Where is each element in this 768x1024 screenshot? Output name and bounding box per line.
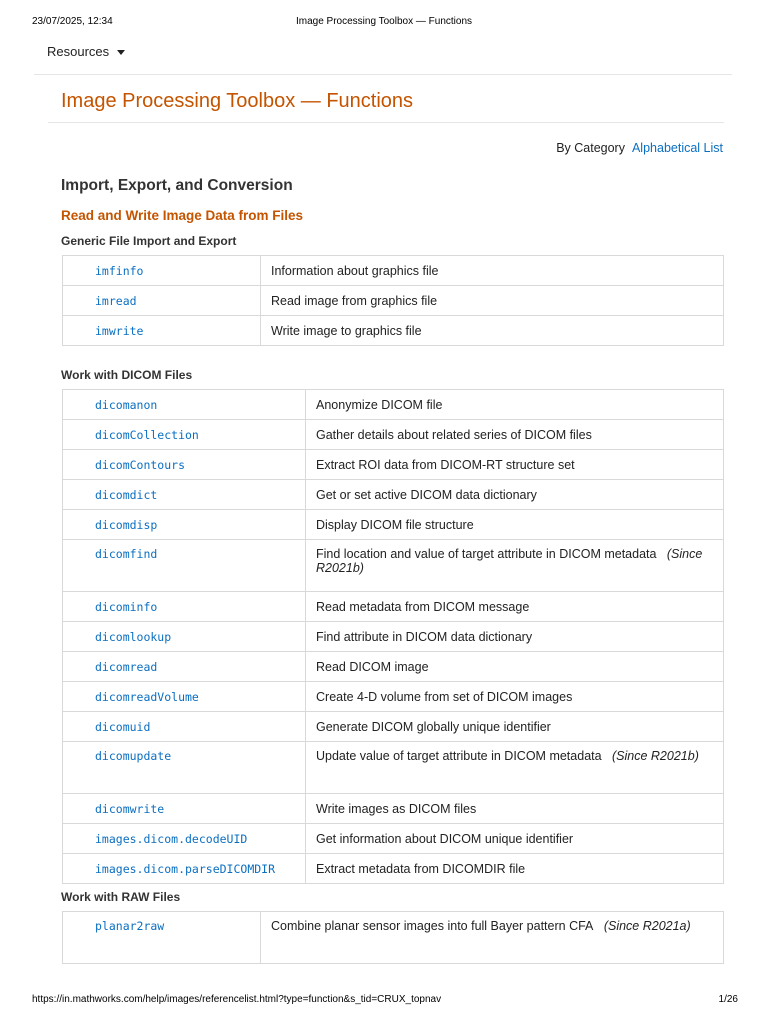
function-name-link[interactable]: dicomuid: [63, 712, 306, 742]
function-description-cell: [306, 390, 724, 420]
function-table-generic: [62, 255, 724, 346]
function-name-link[interactable]: dicomwrite: [63, 794, 306, 824]
print-datetime: 23/07/2025, 12:34: [32, 16, 113, 27]
table-row: [63, 420, 724, 450]
function-name-link[interactable]: imread: [63, 286, 261, 316]
group-heading-raw: Work with RAW Files: [61, 890, 181, 904]
table-row: [63, 622, 724, 652]
table-row: [63, 540, 724, 592]
resources-menu[interactable]: [47, 44, 125, 59]
section-title: Import, Export, and Conversion: [61, 177, 293, 194]
function-description: Find location and value of target attribute in DICOM metadata: [316, 547, 657, 561]
function-name-link[interactable]: dicomreadVolume: [63, 682, 306, 712]
function-name-link[interactable]: dicomlookup: [63, 622, 306, 652]
function-description: Extract metadata from DICOMDIR file: [316, 861, 526, 876]
table-row: [63, 912, 724, 964]
function-name-link[interactable]: dicomupdate: [63, 742, 306, 794]
function-description-cell: [306, 540, 724, 592]
function-table-dicom: [62, 389, 724, 884]
print-footer: [0, 994, 768, 1008]
view-toggle: [556, 141, 723, 155]
function-description: Write image to graphics file: [271, 323, 422, 338]
table-row: [63, 824, 724, 854]
table-row: [63, 794, 724, 824]
by-category-label: By Category: [556, 141, 625, 155]
function-description: Read image from graphics file: [271, 293, 438, 308]
function-name-link[interactable]: imwrite: [63, 316, 261, 346]
group-heading-generic: Generic File Import and Export: [61, 234, 237, 248]
table-row: [63, 390, 724, 420]
function-description: Write images as DICOM files: [316, 801, 477, 816]
table-row: [63, 712, 724, 742]
table-row: [63, 652, 724, 682]
table-row: [63, 316, 724, 346]
function-description: Display DICOM file structure: [316, 517, 474, 532]
subsection-title: Read and Write Image Data from Files: [61, 208, 304, 223]
function-name-link[interactable]: dicomdict: [63, 480, 306, 510]
function-name-link[interactable]: dicomdisp: [63, 510, 306, 540]
alphabetical-list-link[interactable]: Alphabetical List: [631, 141, 723, 155]
function-description: Anonymize DICOM file: [316, 397, 443, 412]
function-description: Combine planar sensor images into full Bayer pattern CFA: [271, 919, 594, 933]
function-name-link[interactable]: dicomanon: [63, 390, 306, 420]
page-number: 1/26: [718, 994, 738, 1005]
function-description-cell: [306, 510, 724, 540]
function-description-cell: [306, 652, 724, 682]
function-name-link[interactable]: imfinfo: [63, 256, 261, 286]
function-description: Read DICOM image: [316, 659, 429, 674]
function-description-cell: [261, 912, 724, 964]
function-description-cell: [261, 316, 724, 346]
title-divider: [48, 122, 724, 123]
function-name-link[interactable]: images.dicom.decodeUID: [63, 824, 306, 854]
nav-divider: [34, 74, 732, 75]
function-description-cell: [306, 794, 724, 824]
since-release-note: (Since R2021b): [316, 547, 703, 575]
function-description-cell: [261, 256, 724, 286]
table-row: [63, 854, 724, 884]
function-name-link[interactable]: dicomCollection: [63, 420, 306, 450]
since-release-note: (Since R2021a): [603, 919, 691, 933]
caret-down-icon: [117, 50, 125, 55]
since-release-note: (Since R2021b): [612, 749, 699, 763]
function-description: Get information about DICOM unique identifier: [316, 831, 574, 846]
function-name-link[interactable]: planar2raw: [63, 912, 261, 964]
function-description: Gather details about related series of DICOM files: [316, 427, 592, 442]
table-row: [63, 682, 724, 712]
table-row: [63, 256, 724, 286]
function-description: Update value of target attribute in DICOM metadata: [316, 749, 602, 763]
function-description-cell: [261, 286, 724, 316]
function-description: Create 4-D volume from set of DICOM images: [316, 689, 573, 704]
function-description: Get or set active DICOM data dictionary: [316, 487, 537, 502]
table-row: [63, 510, 724, 540]
table-row: [63, 286, 724, 316]
print-url: https://in.mathworks.com/help/images/referencelist.html?type=function&s_tid=CRUX_topnav: [32, 994, 442, 1005]
function-description-cell: [306, 824, 724, 854]
function-description-cell: [306, 854, 724, 884]
function-name-link[interactable]: dicomread: [63, 652, 306, 682]
print-title: Image Processing Toolbox — Functions: [295, 16, 472, 27]
function-description-cell: [306, 742, 724, 794]
table-row: [63, 742, 724, 794]
group-heading-dicom: Work with DICOM Files: [61, 368, 193, 382]
function-description: Read metadata from DICOM message: [316, 599, 530, 614]
function-description-cell: [306, 682, 724, 712]
function-description: Information about graphics file: [271, 263, 439, 278]
function-description: Extract ROI data from DICOM-RT structure set: [316, 457, 575, 472]
table-row: [63, 480, 724, 510]
function-name-link[interactable]: dicomfind: [63, 540, 306, 592]
function-description-cell: [306, 450, 724, 480]
function-description: Find attribute in DICOM data dictionary: [316, 629, 533, 644]
function-name-link[interactable]: images.dicom.parseDICOMDIR: [63, 854, 306, 884]
function-description-cell: [306, 712, 724, 742]
function-description-cell: [306, 420, 724, 450]
function-description: Generate DICOM globally unique identifier: [316, 719, 551, 734]
function-description-cell: [306, 622, 724, 652]
table-row: [63, 450, 724, 480]
function-name-link[interactable]: dicominfo: [63, 592, 306, 622]
function-description-cell: [306, 480, 724, 510]
table-row: [63, 592, 724, 622]
page-title: Image Processing Toolbox — Functions: [61, 90, 414, 112]
function-table-raw: [62, 911, 724, 964]
resources-label: Resources: [47, 44, 110, 59]
function-description-cell: [306, 592, 724, 622]
print-header: [0, 16, 768, 30]
function-name-link[interactable]: dicomContours: [63, 450, 306, 480]
